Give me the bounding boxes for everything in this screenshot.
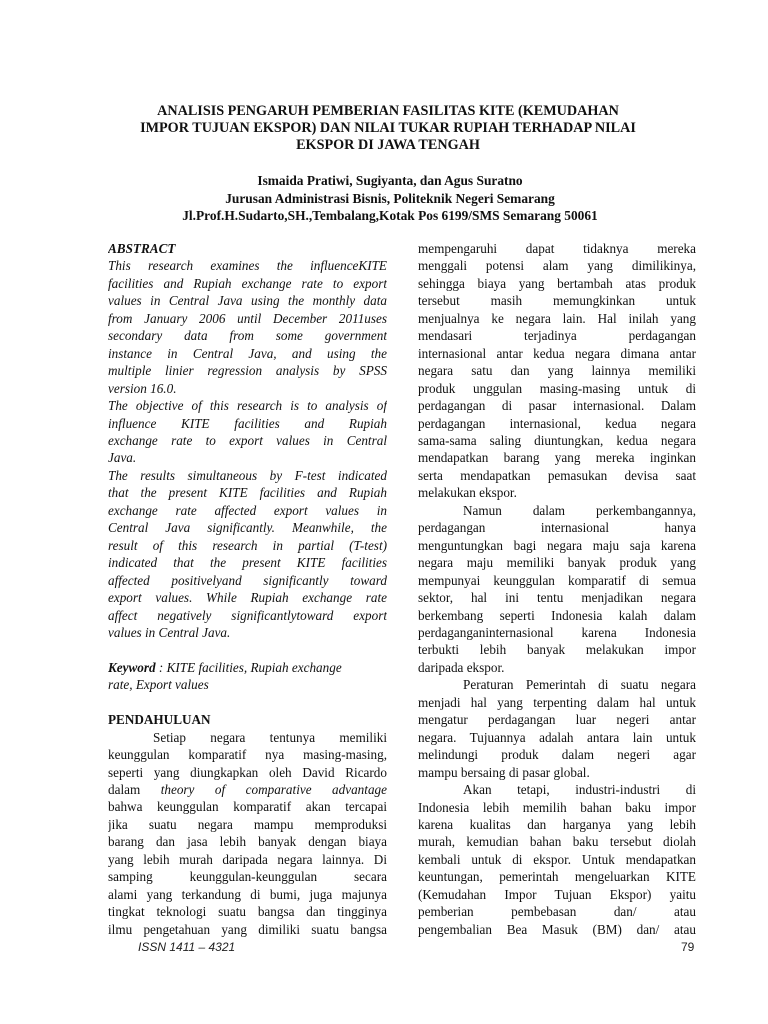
text-line: ilmu pengetahuan yang dimiliki suatu bangsa <box>108 921 387 937</box>
text-line: melakukan ekspor. <box>418 485 517 501</box>
text-line: negara. Tujuannya adalah antara lain untuk <box>418 729 696 745</box>
text-line: jika suatu negara mampu memproduksi <box>108 816 387 832</box>
text-line: menjadi hal yang terpenting dalam hal untuk <box>418 694 696 710</box>
title-line: IMPOR TUJUAN EKSPOR) DAN NILAI TUKAR RUPIAH TERHADAP NILAI <box>140 120 636 136</box>
text-line: multiple linier regression analysis by SPSS <box>108 363 387 379</box>
author-names: Ismaida Pratiwi, Sugiyanta, dan Agus Suratno <box>257 173 523 188</box>
keywords-text: rate, Export values <box>108 677 209 693</box>
body-paragraph <box>418 502 696 677</box>
text-line: mampu bersaing di pasar global. <box>418 764 590 780</box>
page-number: 79 <box>681 940 695 954</box>
text-line: internasional antar kedua negara dimana antar <box>418 345 696 361</box>
author-affiliation: Jurusan Administrasi Bisnis, Politeknik Negeri Semarang <box>225 190 555 206</box>
body-paragraph <box>418 676 696 781</box>
text-line: exchange rate to export values in Central <box>108 432 387 448</box>
text-line: affect negatively significantlytoward export <box>108 607 387 623</box>
abstract-paragraph <box>108 257 387 397</box>
text-line: yang lebih murah daripada negara lainnya. Di <box>108 851 387 867</box>
left-column <box>108 240 387 938</box>
text-line: indicated that the present KITE facilities <box>108 555 387 571</box>
text-line: This research examines the influenceKITE <box>108 258 387 274</box>
text-line: menjualnya ke negara lain. Hal inilah yang <box>418 310 696 326</box>
body-paragraph <box>418 781 696 938</box>
text-line: samping keunggulan-keunggulan secara <box>108 869 387 885</box>
text-line: menguntungkan bagi negara maju saja karena <box>418 537 696 553</box>
abstract-paragraph <box>108 467 387 642</box>
text-line: menggali potensi alam yang dimilikinya, <box>418 258 696 274</box>
text-line: terbukti lebih banyak melakukan impor <box>418 642 696 658</box>
text-line: murah, kemudian bahan baku tersebut diolah <box>418 834 696 850</box>
text-line: values in Central Java using the monthly data <box>108 293 387 309</box>
text-line: Central Java significantly. Meanwhile, the <box>108 520 387 536</box>
text-line: perdagangan internasional hanya <box>418 520 696 536</box>
text-line: Namun dalam perkembangannya, <box>463 502 696 518</box>
text-line: Indonesia lebih memilih bahan baku impor <box>418 799 696 815</box>
text-line: bahwa keunggulan komparatif akan tercapai <box>108 799 387 815</box>
text-line: barang dan jasa lebih banyak dengan biaya <box>108 834 387 850</box>
author-address: Jl.Prof.H.Sudarto,SH.,Tembalang,Kotak Pos 6199/SMS Semarang 50061 <box>182 208 598 223</box>
text-line: The objective of this research is to analysis of <box>108 398 387 414</box>
text-line: tingkat teknologi suatu bangsa dan tingginya <box>108 904 387 920</box>
intro-paragraph <box>108 729 387 938</box>
text-line: perdagangan di pasar internasional. Dalam <box>418 398 696 414</box>
text-line: Peraturan Pemerintah di suatu negara <box>463 677 696 693</box>
abstract-heading: ABSTRACT <box>108 241 176 256</box>
text-line: mendasari terjadinya perdagangan <box>418 328 696 344</box>
text-line: karena kualitas dan harganya yang lebih <box>418 816 696 832</box>
text-line: perdagangan internasional, kedua negara <box>418 415 696 431</box>
text-line: pengembalian Bea Masuk (BM) dan/ atau <box>418 921 696 937</box>
text-line: mendapatkan barang yang mereka inginkan <box>418 450 696 466</box>
keywords <box>108 659 387 694</box>
text-line: mengatur perdagangan luar negeri antar <box>418 712 696 728</box>
text-line: perdaganganinternasional karena Indonesia <box>418 624 696 640</box>
text-line: secondary data from some government <box>108 328 387 344</box>
text-line: daripada ekspor. <box>418 659 505 675</box>
keywords-label: Keyword <box>108 659 156 675</box>
title-line: ANALISIS PENGARUH PEMBERIAN FASILITAS KITE (KEMUDAHAN <box>157 103 619 119</box>
right-column <box>418 240 696 938</box>
text-line: export values. While Rupiah exchange rate <box>108 590 387 606</box>
text-line: kembali untuk di ekspor. Untuk mendapatkan <box>418 851 696 867</box>
footer-issn: ISSN 1411 – 4321 <box>138 940 236 954</box>
text-line: instance in Central Java, and using the <box>108 345 387 361</box>
text-line: keunggulan komparatif nya masing-masing, <box>108 747 387 763</box>
title-line: EKSPOR DI JAWA TENGAH <box>296 137 480 153</box>
text-line: pemberian pembebasan dan/ atau <box>418 904 696 920</box>
text-line: berkembang seperti Indonesia kalah dalam <box>418 607 696 623</box>
abstract-paragraph <box>108 397 387 467</box>
text-line: seperti yang diungkapkan oleh David Ricardo <box>108 764 387 780</box>
text-line: exchange rate affected export values in <box>108 502 387 518</box>
text-line: influence KITE facilities and Rupiah <box>108 415 387 431</box>
body-paragraph <box>418 240 696 502</box>
text-line: negara satu dan yang lainnya memiliki <box>418 363 696 379</box>
keywords-text: : KITE facilities, Rupiah exchange <box>155 659 342 675</box>
text-line: (Kemudahan Impor Tujuan Ekspor) yaitu <box>418 886 696 902</box>
text-line: dalam theory of comparative advantage <box>108 782 387 798</box>
author-block <box>90 172 690 225</box>
text-line: facilities and Rupiah exchange rate to export <box>108 275 387 291</box>
text-line: serta mendapatkan pemasukan devisa saat <box>418 467 696 483</box>
text-line: alami yang terkandung di bumi, juga majunya <box>108 886 387 902</box>
text-line: sehingga biaya yang bertambah atas produk <box>418 275 696 291</box>
text-line: affected positivelyand significantly toward <box>108 572 387 588</box>
text-line: that the present KITE facilities and Rupiah <box>108 485 387 501</box>
text-line: mempengaruhi dapat tidaknya mereka <box>418 241 696 256</box>
text-line: sektor, hal ini tentu menjadikan negara <box>418 590 696 606</box>
text-line: melindungi produk dalam negeri agar <box>418 747 696 763</box>
text-line: result of this research in partial (T-test) <box>108 537 387 553</box>
section-heading: PENDAHULUAN <box>108 712 211 728</box>
text-line: values in Central Java. <box>108 624 231 640</box>
text-line: sama-sama saling diuntungkan, kedua negara <box>418 432 696 448</box>
text-line: Setiap negara tentunya memiliki <box>153 729 387 745</box>
text-line: tersebut masih memungkinkan untuk <box>418 293 696 309</box>
text-line: Java. <box>108 450 137 466</box>
text-line: produk unggulan masing-masing untuk di <box>418 380 696 396</box>
text-line: from January 2006 until December 2011uses <box>108 310 387 326</box>
text-line: The results simultaneous by F-test indicated <box>108 467 387 483</box>
text-line: version 16.0. <box>108 380 177 396</box>
paper-title <box>100 103 676 154</box>
text-line: mempunyai keunggulan komparatif di semua <box>418 572 696 588</box>
text-line: negara maju memiliki banyak produk yang <box>418 555 696 571</box>
text-line: Akan tetapi, industri-industri di <box>463 782 696 798</box>
text-line: keuntungan, pemerintah mengeluarkan KITE <box>418 869 696 885</box>
